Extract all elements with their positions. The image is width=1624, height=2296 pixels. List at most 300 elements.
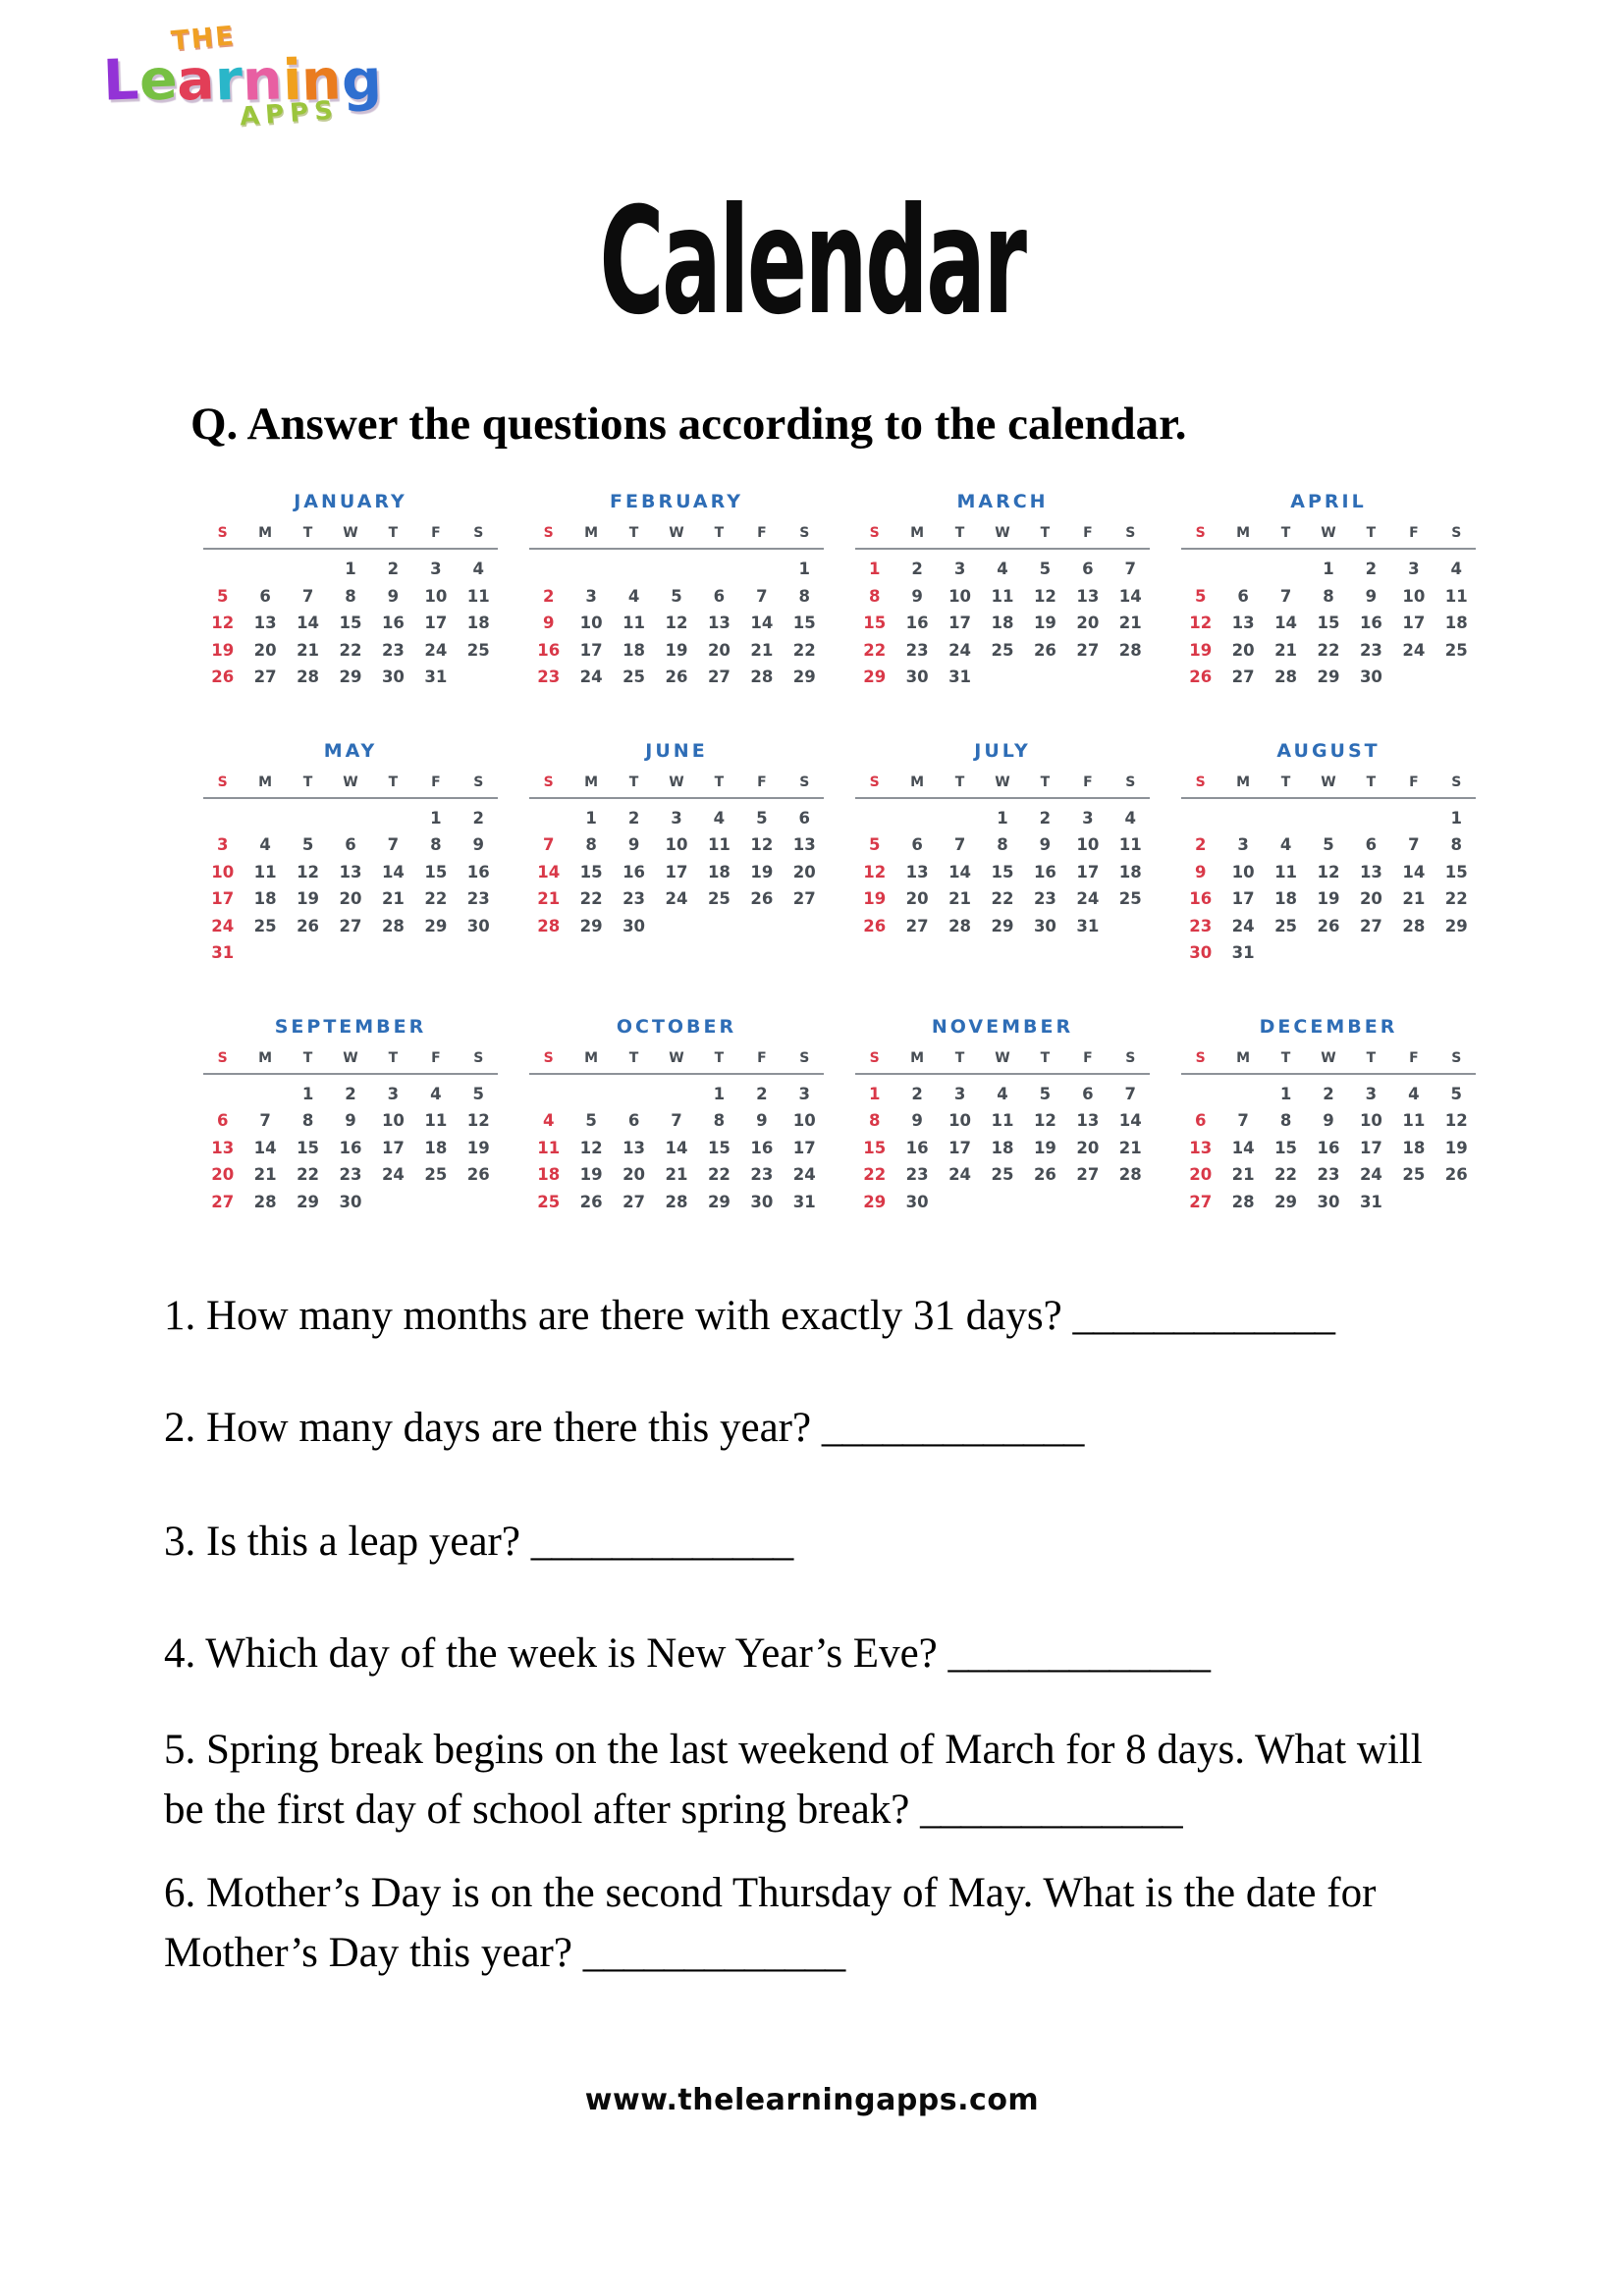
question-4 (164, 1624, 1470, 1683)
weekday-header: T (714, 525, 725, 541)
day-cell: 3 (430, 560, 442, 578)
weekday-header: W (1321, 525, 1336, 541)
empty-cell (698, 913, 740, 940)
day-cell: 2 (1365, 560, 1378, 578)
empty-cell (1307, 939, 1349, 967)
day-cell: 27 (253, 667, 277, 686)
day-cell: 29 (991, 916, 1014, 935)
day-cell: 31 (211, 943, 235, 962)
day-cell: 23 (339, 1165, 362, 1184)
day-cell: 8 (430, 835, 442, 854)
empty-cell (784, 913, 826, 940)
day-cell: 31 (424, 667, 448, 686)
day-cell: 22 (1444, 889, 1468, 908)
weekday-header: F (431, 525, 441, 541)
day-cell: 26 (1033, 640, 1056, 660)
empty-cell (613, 1081, 655, 1108)
day-cell: 6 (259, 586, 271, 606)
day-cell: 24 (792, 1165, 816, 1184)
day-cell: 20 (905, 889, 929, 908)
logo-apps-text: APPS (239, 95, 340, 133)
question-number: 4. (164, 1630, 196, 1677)
day-cell: 16 (1033, 862, 1056, 881)
empty-cell (895, 805, 938, 832)
header-rule (855, 797, 1150, 799)
weekday-header: T (1366, 1049, 1377, 1066)
day-cell: 30 (1189, 943, 1213, 962)
day-cell: 22 (1274, 1165, 1298, 1184)
day-cell: 2 (627, 808, 640, 828)
empty-cell (1110, 664, 1152, 691)
day-cell: 1 (301, 1084, 314, 1103)
day-cell: 26 (579, 1192, 603, 1211)
day-cell: 17 (424, 614, 448, 632)
day-cell: 9 (1323, 1111, 1334, 1130)
day-cell: 30 (1359, 667, 1382, 686)
day-cell: 26 (1033, 1165, 1056, 1184)
calendar-months (201, 491, 1478, 1215)
empty-cell (527, 805, 569, 832)
question-text: Spring break begins on the last weekend of March for 8 days. What will be the first day of school after spring break? (164, 1727, 1423, 1833)
day-cell: 25 (1402, 1165, 1426, 1184)
day-cell: 9 (1039, 835, 1052, 854)
weekday-header: S (869, 774, 880, 790)
day-cell: 6 (1237, 586, 1249, 606)
weekday-header: S (543, 1049, 554, 1066)
weekday-header: S (217, 525, 228, 541)
day-cell: 1 (798, 560, 811, 578)
answer-blank: _____________ (530, 1519, 793, 1565)
day-cell: 28 (1402, 916, 1426, 935)
day-cell: 28 (1274, 667, 1298, 686)
day-cell: 17 (211, 889, 235, 908)
day-cell: 20 (1076, 614, 1100, 632)
empty-cell (372, 1189, 414, 1216)
header-rule (1181, 1073, 1476, 1075)
day-cell: 6 (798, 808, 811, 828)
weekday-header: W (669, 774, 684, 790)
day-cell: 9 (345, 1111, 356, 1130)
day-cell: 3 (671, 808, 682, 828)
header-rule (203, 1073, 498, 1075)
empty-cell (458, 939, 500, 967)
empty-cell (939, 805, 981, 832)
answer-blank: _____________ (947, 1630, 1210, 1677)
day-cell: 21 (1274, 640, 1298, 660)
day-cell: 22 (1317, 640, 1340, 660)
day-cell: 3 (216, 835, 229, 854)
day-cell: 18 (991, 614, 1014, 632)
day-cell: 25 (1444, 640, 1468, 660)
day-cell: 12 (1189, 614, 1213, 632)
day-cell: 13 (1231, 614, 1255, 632)
day-cell: 26 (211, 667, 235, 686)
day-cell: 5 (1194, 586, 1207, 606)
day-cell: 1 (868, 1084, 881, 1103)
empty-cell (1179, 1081, 1221, 1108)
day-cell: 19 (211, 640, 235, 660)
question-number: 6. (164, 1870, 196, 1916)
day-cell: 27 (623, 1192, 646, 1211)
weekday-header: F (757, 774, 767, 790)
day-cell: 11 (1274, 862, 1298, 881)
answer-blank: _____________ (821, 1405, 1084, 1451)
empty-cell (698, 556, 740, 583)
day-cell: 20 (211, 1165, 235, 1184)
day-cell: 27 (905, 916, 929, 935)
day-cell: 10 (1359, 1111, 1382, 1130)
day-cell: 11 (991, 1111, 1014, 1130)
day-cell: 25 (991, 640, 1014, 660)
day-cell: 31 (1076, 916, 1100, 935)
day-cell: 28 (1118, 640, 1142, 660)
day-cell: 18 (1118, 862, 1142, 881)
day-cell: 4 (542, 1111, 555, 1130)
day-cell: 29 (424, 916, 448, 935)
weekday-header: M (910, 774, 925, 790)
empty-cell (414, 1189, 457, 1216)
day-cell: 5 (1450, 1084, 1463, 1103)
day-cell: 23 (1359, 640, 1382, 660)
day-cell: 22 (707, 1165, 731, 1184)
day-cell: 16 (1317, 1138, 1340, 1157)
day-cell: 20 (1189, 1165, 1213, 1184)
day-cell: 20 (623, 1165, 646, 1184)
month-april (1179, 491, 1478, 691)
day-cell: 16 (905, 1138, 929, 1157)
day-cell: 12 (1317, 862, 1340, 881)
empty-cell (981, 664, 1023, 691)
day-cell: 30 (1033, 916, 1056, 935)
question-3 (164, 1512, 1470, 1572)
empty-cell (244, 805, 286, 832)
header-rule (203, 548, 498, 550)
day-cell: 10 (381, 1111, 405, 1130)
day-cell: 28 (537, 916, 561, 935)
day-cell: 10 (424, 586, 448, 606)
weekday-header: T (302, 525, 313, 541)
day-cell: 29 (707, 1192, 731, 1211)
day-cell: 12 (579, 1138, 603, 1157)
logo-letter: g (340, 47, 383, 114)
month-title: JANUARY (294, 491, 407, 512)
weekday-header: T (1040, 525, 1051, 541)
day-cell: 3 (953, 560, 966, 578)
day-cell: 17 (948, 1138, 972, 1157)
empty-cell (853, 805, 895, 832)
day-cell: 7 (756, 586, 768, 606)
day-cell: 15 (863, 1138, 887, 1157)
day-cell: 14 (1231, 1138, 1255, 1157)
day-cell: 12 (665, 614, 688, 632)
month-october (527, 1016, 826, 1216)
weekday-header: F (1083, 1049, 1093, 1066)
weekday-header: T (388, 774, 399, 790)
day-cell: 2 (472, 808, 485, 828)
day-cell: 10 (948, 1111, 972, 1130)
day-cell: 24 (948, 1165, 972, 1184)
day-cell: 16 (750, 1138, 774, 1157)
day-cell: 15 (339, 614, 362, 632)
day-cell: 25 (466, 640, 490, 660)
day-cell: 8 (713, 1111, 726, 1130)
day-cell: 1 (713, 1084, 726, 1103)
weekday-header: S (869, 1049, 880, 1066)
weekday-header: F (431, 774, 441, 790)
day-cell: 4 (713, 808, 726, 828)
day-cell: 7 (542, 835, 555, 854)
day-cell: 30 (750, 1192, 774, 1211)
day-cell: 21 (297, 640, 320, 660)
empty-cell (1066, 1189, 1109, 1216)
empty-cell (1221, 805, 1264, 832)
day-cell: 25 (253, 916, 277, 935)
month-title: JUNE (645, 739, 708, 762)
day-cell: 6 (1194, 1111, 1207, 1130)
day-cell: 18 (424, 1138, 448, 1157)
weekday-header: M (1236, 1049, 1251, 1066)
day-cell: 30 (905, 667, 929, 686)
day-cell: 18 (1274, 889, 1298, 908)
day-cell: 13 (905, 862, 929, 881)
month-title: FEBRUARY (610, 491, 743, 512)
weekday-header: T (1280, 525, 1291, 541)
day-cell: 4 (627, 586, 640, 606)
empty-cell (1392, 664, 1435, 691)
day-cell: 29 (579, 916, 603, 935)
empty-cell (372, 805, 414, 832)
day-cell: 26 (1317, 916, 1340, 935)
day-cell: 13 (623, 1138, 646, 1157)
day-cell: 16 (466, 862, 490, 881)
day-cell: 18 (537, 1165, 561, 1184)
empty-cell (569, 1081, 612, 1108)
day-cell: 18 (253, 889, 277, 908)
weekday-header: T (302, 774, 313, 790)
empty-cell (287, 556, 329, 583)
weekday-header: S (473, 525, 484, 541)
day-cell: 15 (1317, 614, 1340, 632)
empty-cell (329, 939, 371, 967)
day-cell: 19 (297, 889, 320, 908)
weekday-header: F (1409, 774, 1419, 790)
day-cell: 7 (387, 835, 400, 854)
day-cell: 19 (863, 889, 887, 908)
day-cell: 11 (991, 586, 1014, 606)
day-cell: 22 (579, 889, 603, 908)
day-cell: 18 (1444, 614, 1468, 632)
answer-blank: _____________ (582, 1930, 845, 1976)
day-cell: 22 (991, 889, 1014, 908)
day-cell: 6 (627, 1111, 640, 1130)
day-cell: 14 (948, 862, 972, 881)
weekday-header: F (1083, 774, 1093, 790)
day-cell: 11 (537, 1138, 561, 1157)
day-cell: 30 (905, 1192, 929, 1211)
weekday-header: W (1321, 774, 1336, 790)
header-rule (529, 797, 824, 799)
day-cell: 25 (1118, 889, 1142, 908)
day-cell: 23 (381, 640, 405, 660)
day-cell: 20 (1076, 1138, 1100, 1157)
day-cell: 4 (997, 1084, 1008, 1103)
month-june (527, 740, 826, 967)
empty-cell (740, 556, 783, 583)
weekday-header: S (869, 525, 880, 541)
day-cell: 21 (381, 889, 405, 908)
day-cell: 20 (339, 889, 362, 908)
day-cell: 14 (381, 862, 405, 881)
day-cell: 23 (623, 889, 646, 908)
empty-cell (1392, 805, 1435, 832)
empty-cell (329, 805, 371, 832)
day-cell: 28 (665, 1192, 688, 1211)
weekday-header: T (1280, 774, 1291, 790)
day-cell: 21 (665, 1165, 688, 1184)
empty-cell (740, 913, 783, 940)
empty-cell (939, 1189, 981, 1216)
day-cell: 14 (253, 1138, 277, 1157)
logo-letter: n (241, 47, 284, 114)
day-cell: 15 (991, 862, 1014, 881)
day-cell: 11 (424, 1111, 448, 1130)
empty-cell (655, 556, 697, 583)
day-cell: 17 (381, 1138, 405, 1157)
day-cell: 9 (911, 1111, 923, 1130)
day-cell: 16 (1189, 889, 1213, 908)
day-cell: 8 (345, 586, 356, 606)
day-cell: 23 (537, 667, 561, 686)
day-cell: 10 (948, 586, 972, 606)
day-cell: 28 (1231, 1192, 1255, 1211)
day-cell: 30 (381, 667, 405, 686)
day-cell: 8 (1279, 1111, 1292, 1130)
day-cell: 6 (713, 586, 726, 606)
day-cell: 29 (1317, 667, 1340, 686)
day-cell: 18 (623, 640, 646, 660)
day-cell: 3 (1082, 808, 1094, 828)
day-cell: 8 (585, 835, 597, 854)
empty-cell (655, 913, 697, 940)
day-cell: 12 (466, 1111, 490, 1130)
day-cell: 28 (750, 667, 774, 686)
question-text: Is this a leap year? (206, 1519, 520, 1565)
day-cell: 28 (253, 1192, 277, 1211)
day-cell: 26 (863, 916, 887, 935)
day-cell: 4 (1450, 560, 1463, 578)
day-cell: 27 (1076, 640, 1100, 660)
weekday-header: M (1236, 525, 1251, 541)
day-cell: 23 (1317, 1165, 1340, 1184)
day-cell: 8 (1323, 586, 1334, 606)
weekday-header: W (995, 774, 1010, 790)
day-cell: 1 (868, 560, 881, 578)
weekday-header: M (258, 1049, 273, 1066)
day-cell: 1 (430, 808, 442, 828)
empty-cell (1221, 1081, 1264, 1108)
day-cell: 7 (1279, 586, 1292, 606)
empty-cell (458, 1189, 500, 1216)
day-cell: 19 (750, 862, 774, 881)
day-cell: 19 (1317, 889, 1340, 908)
day-cell: 11 (623, 614, 646, 632)
day-cell: 23 (750, 1165, 774, 1184)
logo-letter: r (213, 47, 244, 114)
weekday-header: S (1451, 774, 1462, 790)
day-cell: 17 (948, 614, 972, 632)
month-august (1179, 740, 1478, 967)
day-cell: 26 (1444, 1165, 1468, 1184)
day-cell: 16 (339, 1138, 362, 1157)
empty-cell (244, 1081, 286, 1108)
weekday-header: S (1125, 525, 1136, 541)
weekday-header: S (1195, 774, 1206, 790)
day-cell: 29 (1444, 916, 1468, 935)
day-cell: 7 (1408, 835, 1420, 854)
day-cell: 8 (1450, 835, 1463, 854)
question-text: Which day of the week is New Year’s Eve? (205, 1630, 938, 1677)
day-cell: 15 (1444, 862, 1468, 881)
day-cell: 1 (1279, 1084, 1292, 1103)
weekday-header: S (799, 525, 810, 541)
day-cell: 10 (211, 862, 235, 881)
weekday-header: M (910, 1049, 925, 1066)
weekday-header: T (1040, 774, 1051, 790)
weekday-header: M (910, 525, 925, 541)
day-cell: 7 (953, 835, 966, 854)
day-cell: 11 (1444, 586, 1468, 606)
day-cell: 7 (671, 1111, 682, 1130)
day-cell: 14 (665, 1138, 688, 1157)
day-cell: 19 (1444, 1138, 1468, 1157)
day-cell: 31 (792, 1192, 816, 1211)
question-1 (164, 1286, 1470, 1346)
day-cell: 24 (381, 1165, 405, 1184)
day-cell: 5 (585, 1111, 597, 1130)
day-cell: 1 (345, 560, 356, 578)
day-cell: 1 (585, 808, 597, 828)
day-cell: 13 (1076, 1111, 1100, 1130)
page-title: Calendar (599, 177, 1025, 347)
empty-cell (1435, 664, 1478, 691)
weekday-header: T (954, 1049, 965, 1066)
weekday-header: T (302, 1049, 313, 1066)
day-cell: 3 (1408, 560, 1420, 578)
day-cell: 8 (868, 586, 881, 606)
day-cell: 28 (297, 667, 320, 686)
day-cell: 6 (911, 835, 923, 854)
day-cell: 27 (792, 889, 816, 908)
day-cell: 21 (1118, 1138, 1142, 1157)
empty-cell (1179, 556, 1221, 583)
day-cell: 19 (1033, 1138, 1056, 1157)
day-cell: 17 (1076, 862, 1100, 881)
empty-cell (1110, 913, 1152, 940)
day-cell: 29 (863, 667, 887, 686)
day-cell: 25 (1274, 916, 1298, 935)
empty-cell (527, 556, 569, 583)
day-cell: 11 (1402, 1111, 1426, 1130)
weekday-header: M (584, 525, 599, 541)
day-cell: 5 (756, 808, 768, 828)
day-cell: 9 (627, 835, 640, 854)
day-cell: 21 (537, 889, 561, 908)
question-number: 2. (164, 1405, 196, 1451)
month-september (201, 1016, 500, 1216)
day-cell: 24 (1076, 889, 1100, 908)
question-number: 3. (164, 1519, 196, 1565)
day-cell: 22 (792, 640, 816, 660)
